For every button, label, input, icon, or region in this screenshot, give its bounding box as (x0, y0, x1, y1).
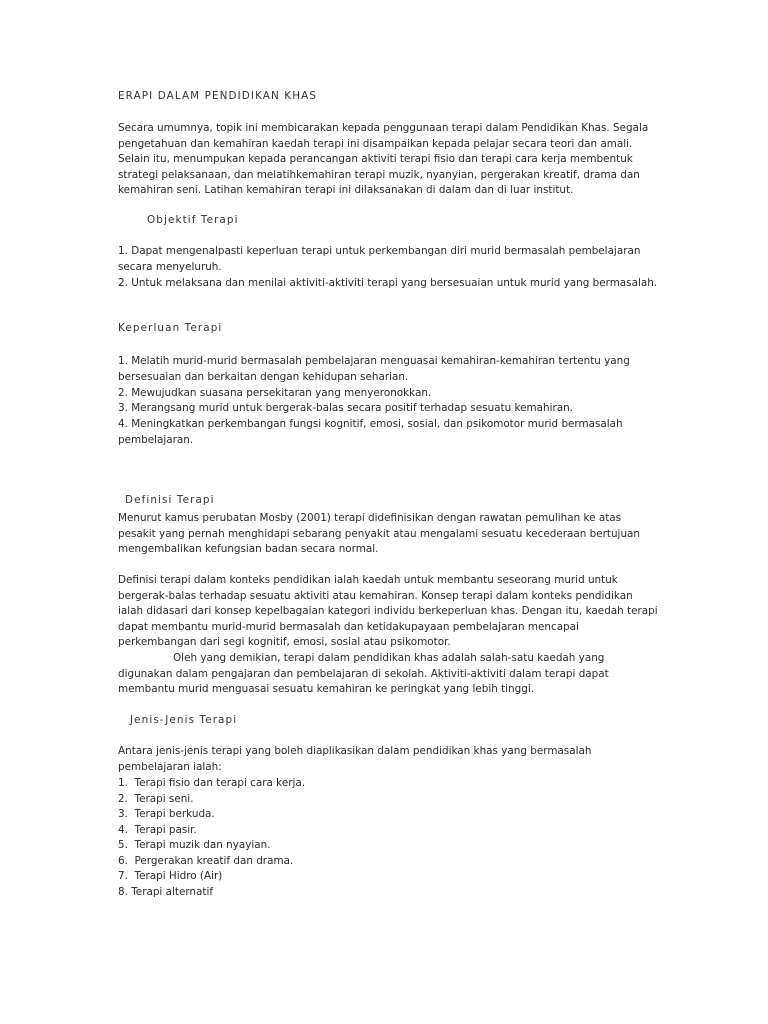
keperluan-item-1: 1. Melatih murid-murid bermasalah pembelajaran menguasai kemahiran-kemahiran tertentu yang bersesuaian dan berkaitan dengan kehidupan seharian. (118, 355, 630, 383)
keperluan-item-4: 4. Meningkatkan perkembangan fungsi kognitif, emosi, sosial, dan psikomotor murid bermasalah pembelajaran. (118, 418, 623, 446)
jenis-item-4: 4. Terapi pasir. (118, 824, 197, 836)
keperluan-item-2: 2. Mewujudkan suasana persekitaran yang menyeronokkan. (118, 387, 432, 399)
objektif-item-1: 1. Dapat mengenalpasti keperluan terapi untuk perkembangan diri murid bermasalah pembelajaran secara menyeluruh. (118, 245, 641, 273)
jenis-item-7: 7. Terapi Hidro (Air) (118, 870, 223, 882)
definisi-paragraph-2: Definisi terapi dalam konteks pendidikan ialah kaedah untuk membantu seseorang murid untuk bergerak-balas terhadap sesuatu aktiviti atau kemahiran. Konsep terapi dalam konteks pendidikan ialah didasari dari konsep kepelbagaian kategori individu berkeperluan khas. Dengan itu, kaedah terapi dapat membantu murid-murid bermasalah dan ketidakupayaan pembelajaran mencapai perkembangan dari segi kognitif, emosi, sosial atau psikomotor. (118, 574, 658, 649)
jenis-item-3: 3. Terapi berkuda. (118, 808, 215, 820)
jenis-item-5: 5. Terapi muzik dan nyayian. (118, 839, 271, 851)
keperluan-item-3: 3. Merangsang murid untuk bergerak-balas secara positif terhadap sesuatu kemahiran. (118, 402, 574, 414)
heading-keperluan: Keperluan Terapi (118, 322, 223, 334)
definisi-paragraph-3: Oleh yang demikian, terapi dalam pendidikan khas adalah salah-satu kaedah yang digunakan dalam pengajaran dan pembelajaran di sekolah. Aktiviti-aktiviti dalam terapi dapat membantu murid menguasai sesuatu kemahiran ke peringkat yang lebih tinggi. (118, 652, 609, 696)
heading-jenis: Jenis-Jenis Terapi (130, 714, 238, 726)
jenis-intro: Antara jenis-jenis terapi yang boleh diaplikasikan dalam pendidikan khas yang bermasalah pembelajaran ialah: (118, 745, 592, 773)
jenis-item-6: 6. Pergerakan kreatif dan drama. (118, 855, 294, 867)
intro-paragraph: Secara umumnya, topik ini membicarakan kepada penggunaan terapi dalam Pendidikan Khas. Segala pengetahuan dan kemahiran kaedah terapi ini disampaikan kepada pelajar secara teori dan amali. Selain itu, menumpukan kepada perancangan aktiviti terapi fisio dan terapi cara kerja membentuk strategi pelaksanaan, dan melatihkemahiran terapi muzik, nyanyian, pergerakan kreatif, drama dan kemahiran seni. Latihan kemahiran terapi ini dilaksanakan di dalam dan di luar institut. (118, 122, 649, 197)
definisi-paragraph-1: Menurut kamus perubatan Mosby (2001) terapi didefinisikan dengan rawatan pemulihan ke atas pesakit yang pernah menghidapi sebarang penyakit atau mengalami sesuatu kecederaan bertujuan mengembalikan kefungsian badan secara normal. (118, 512, 640, 556)
heading-objektif: Objektif Terapi (147, 214, 239, 226)
document-title: ERAPI DALAM PENDIDIKAN KHAS (118, 90, 318, 102)
jenis-item-1: 1. Terapi fisio dan terapi cara kerja. (118, 777, 306, 789)
jenis-item-8: 8. Terapi alternatif (118, 886, 213, 898)
jenis-item-2: 2. Terapi seni. (118, 793, 194, 805)
heading-definisi: Definisi Terapi (125, 494, 215, 506)
objektif-item-2: 2. Untuk melaksana dan menilai aktiviti-aktiviti terapi yang bersesuaian untuk murid yang bermasalah. (118, 277, 658, 289)
